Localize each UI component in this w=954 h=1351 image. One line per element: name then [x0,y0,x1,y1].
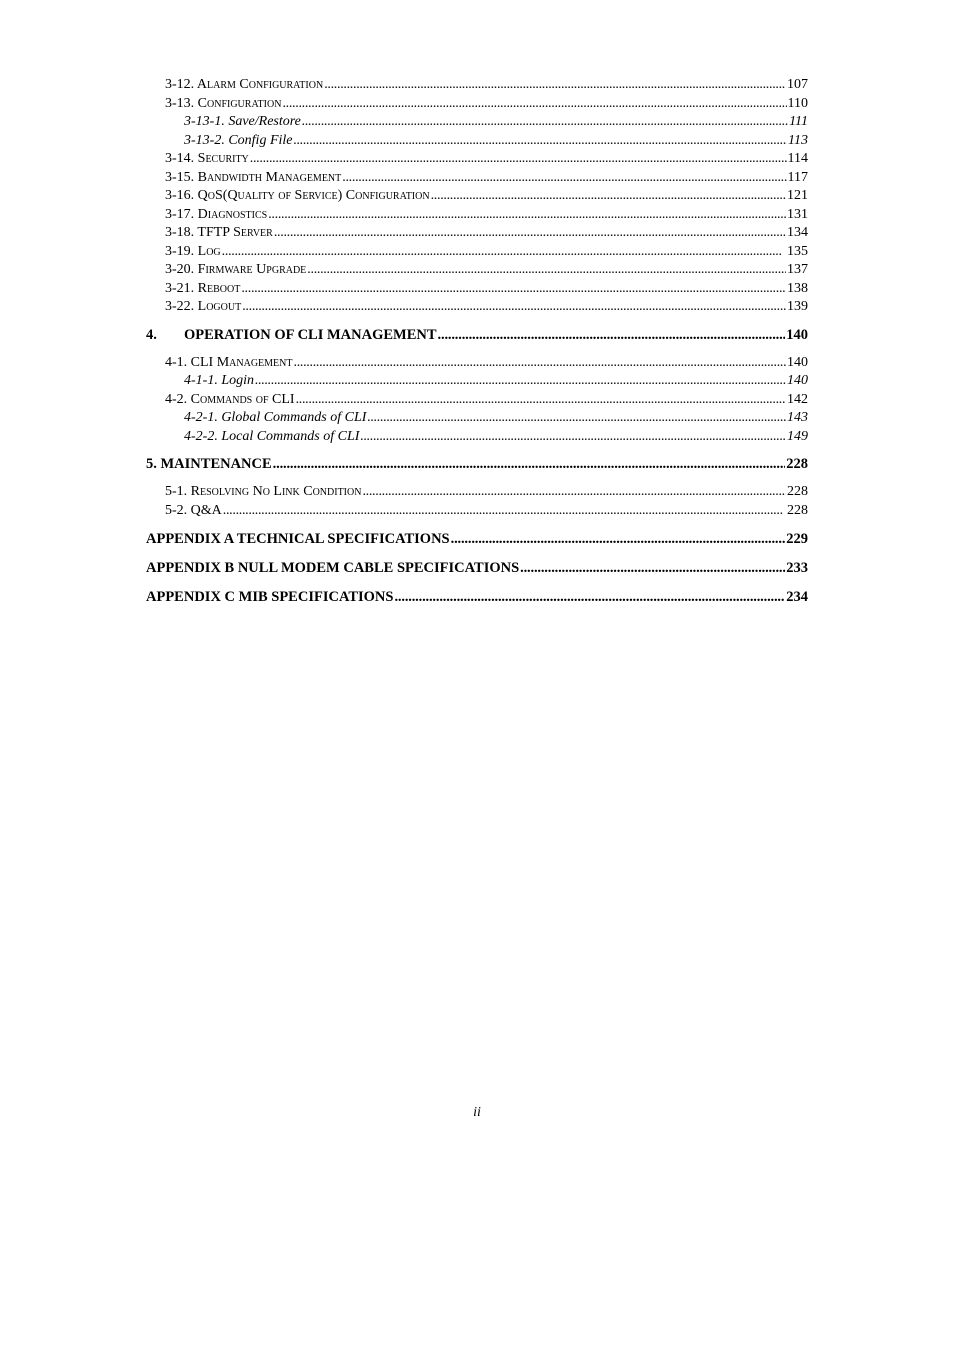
toc-entry-title: 5-2. Q&A [165,502,222,518]
toc-entry-title: 3-20. Firmware Upgrade [165,262,307,277]
dot-leader [520,559,785,578]
toc-entry-title: 3-13-2. Config File [184,132,293,148]
toc-entry-page: 131 [787,206,808,222]
toc-entry[interactable] [146,428,808,447]
dot-leader [324,76,786,95]
toc-entry-page: 143 [787,410,808,425]
toc-entry[interactable] [146,187,808,206]
chapter-title: OPERATION OF CLI MANAGEMENT [184,326,437,343]
dot-leader [250,150,787,169]
dot-leader [294,132,788,151]
toc-entry-page: 149 [787,428,808,444]
toc-entry-page: 114 [787,151,808,166]
toc-entry-title: 4-1-1. Login [184,373,254,388]
toc-entry-page: 117 [787,169,808,185]
toc-entry[interactable] [146,409,808,428]
dot-leader [241,280,786,299]
toc-entry[interactable] [146,280,808,299]
dot-leader [242,298,786,317]
toc-entry-title: 3-13-1. Save/Restore [184,114,301,129]
toc-entry[interactable] [146,261,808,280]
toc-entry[interactable] [146,169,808,188]
toc-entry-page: 234 [786,589,808,605]
dot-leader [268,206,786,225]
toc-entry[interactable] [146,502,808,521]
dot-leader [274,224,786,243]
toc-entry-page: 121 [787,188,808,203]
toc-entry-page: 113 [788,132,808,148]
dot-leader [367,409,786,428]
dot-leader [342,169,786,188]
toc-entry[interactable] [146,326,808,345]
toc-entry-title: 5-1. Resolving No Link Condition [165,484,362,499]
toc-entry-page: 228 [786,456,808,472]
toc-entry-title: 4-1. CLI Management [165,354,293,370]
toc-entry-title: 3-21. Reboot [165,280,241,296]
toc-entry-title: 3-13. Configuration [165,95,282,111]
toc-entry-page: 140 [787,373,808,388]
toc-entry-title: 3-16. QoS(Quality of Service) Configuration [165,188,430,203]
toc-entry-page: 142 [787,391,808,407]
toc-entry[interactable] [146,354,808,373]
toc-entry[interactable] [146,224,808,243]
toc-entry[interactable] [146,243,808,262]
dot-leader [222,243,786,262]
toc-entry[interactable] [146,530,808,549]
dot-leader [360,428,786,447]
toc-entry-page: 140 [787,354,808,370]
toc-entry-page: 110 [787,95,808,111]
dot-leader [431,187,786,206]
toc-entry[interactable] [146,298,808,317]
dot-leader [451,530,786,549]
toc-entry-page: 135 [787,243,808,259]
toc-entry[interactable] [146,372,808,391]
toc-entry-title: APPENDIX C MIB SPECIFICATIONS [146,589,394,605]
toc-entry-title: 3-18. TFTP Server [165,225,273,240]
toc-entry-title: 3-12. Alarm Configuration [165,77,324,92]
toc-entry[interactable] [146,559,808,578]
toc-entry[interactable] [146,588,808,607]
toc-entry-page: 137 [787,262,808,277]
dot-leader [294,354,787,373]
table-of-contents [146,76,808,607]
toc-entry[interactable] [146,132,808,151]
dot-leader [362,483,786,502]
toc-entry-page: 111 [789,114,808,129]
toc-entry[interactable] [146,455,808,474]
toc-entry[interactable] [146,206,808,225]
toc-entry[interactable] [146,391,808,410]
toc-entry-title: 3-22. Logout [165,299,242,314]
toc-entry-page: 228 [787,484,808,499]
dot-leader [273,455,786,474]
toc-entry-page: 107 [787,77,808,92]
toc-entry-page: 229 [786,531,808,547]
dot-leader [438,326,786,345]
page-number: ii [473,1105,481,1120]
dot-leader [255,372,786,391]
dot-leader [223,502,786,521]
toc-entry-page: 140 [786,326,808,343]
toc-entry-page: 139 [787,299,808,314]
toc-entry-title: 3-15. Bandwidth Management [165,169,342,185]
toc-entry-title: 5. MAINTENANCE [146,456,272,472]
toc-entry[interactable] [146,113,808,132]
dot-leader [302,113,788,132]
toc-entry-title: 4-2-2. Local Commands of CLI [184,428,360,444]
toc-entry-title: 3-17. Diagnostics [165,206,268,222]
toc-entry-title [146,326,437,345]
toc-entry-title: APPENDIX B NULL MODEM CABLE SPECIFICATIONS [146,560,520,576]
dot-leader [296,391,786,410]
dot-leader [307,261,786,280]
chapter-number: 4. [146,326,157,343]
toc-entry-page: 233 [786,560,808,576]
toc-entry-title: APPENDIX A TECHNICAL SPECIFICATIONS [146,531,450,547]
toc-entry-title: 4-2. Commands of CLI [165,391,295,407]
toc-entry-page: 134 [787,225,808,240]
dot-leader [282,95,786,114]
toc-entry-page: 138 [787,280,808,296]
toc-entry[interactable] [146,483,808,502]
toc-entry[interactable] [146,150,808,169]
toc-entry[interactable] [146,95,808,114]
toc-entry-title: 4-2-1. Global Commands of CLI [184,410,367,425]
toc-entry-page: 228 [787,502,808,518]
dot-leader [394,588,785,607]
toc-entry-title: 3-19. Log [165,243,221,259]
toc-entry-title: 3-14. Security [165,151,249,166]
toc-entry[interactable] [146,76,808,95]
